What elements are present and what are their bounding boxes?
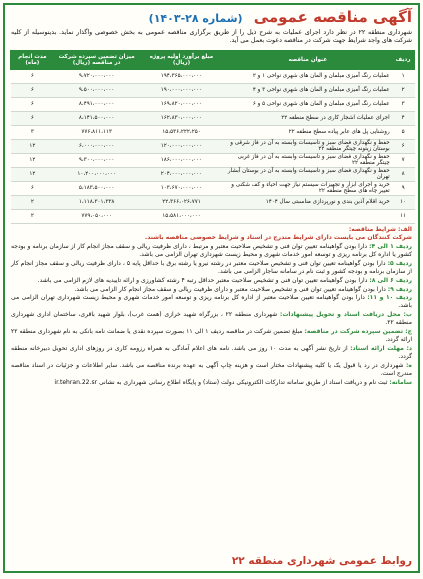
table-row (11, 195, 415, 209)
table-row (11, 83, 415, 97)
notice-footer (5, 553, 418, 571)
tender-title-cell: حفظ و نگهداری فضای سبز و تاسیسات وابسته به آن در بوستان آبشار تهران (224, 167, 392, 181)
col-row-number: ردیف (392, 50, 415, 69)
tender-title-cell: عملیات رنگ آمیزی مبلمان و المان های شهری نواحی ۱ و ۲ (224, 69, 392, 83)
tender-table-body (11, 69, 415, 223)
term-title: ردیف ۱ الی ۴: (369, 243, 412, 250)
tender-title-cell: حفظ و نگهداری فضای سبز و تاسیسات وابسته به آن در فاز شرقی و بوستان زیتونه چیتگر منطقه ۲۲ (224, 139, 392, 153)
term-paragraph (11, 311, 412, 327)
row-number-cell: ۱ (392, 69, 415, 83)
term-title: ه: (405, 361, 412, 369)
row-number-cell: ۱۰ (392, 195, 415, 209)
deposit-amount-cell: ۹،۳۰۰،۰۰۰،۰۰۰ (54, 153, 139, 167)
term-text: دارا بودن گواهینامه تعیین توان فنی و تشخیص صلاحیت معتبر حداقل رتبه ۴ رشته کشاورزی و ارائه تاییدیه های لازم الزامی می باشد. (37, 276, 368, 284)
col-tender-title: عنوان مناقصه (224, 50, 392, 69)
estimated-amount-cell: ۱۹۴،۳۶۵،۰۰۰،۰۰۰ (139, 69, 224, 83)
intro-text: شهرداری منطقه ۲۲ در نظر دارد اجرای عملیات به شرح ذیل را از طریق برگزاری مناقصه عمومی به بخش خصوصی واگذار نماید. بدینوسیله از کلیه شرکت های واجد شرایط جهت شرکت در مناقصه دعوت بعمل می آید. (11, 29, 412, 45)
deposit-amount-cell: ۷۷۶،۸۱۱،۱۱۳ (54, 125, 139, 139)
term-text: دارا بودن گواهینامه تعیین توان فنی و تشخیص صلاحیت معتبر و مرتبط ، دارای ظرفیت ریالی و سقف مجاز انجام کار از سازمان برنامه و بودجه کشور یا اداره کل برنامه ریزی و توسعه امور خدمات شهری و محیط زیست شهرداری تهران الزامی می باشد. (11, 243, 412, 259)
term-paragraph (11, 345, 412, 361)
term-title: ج: تضمین سپرده شرکت در مناقصه: (304, 328, 412, 336)
col-duration: مدت انجام (ماه) (11, 50, 55, 69)
col-deposit-amount: میزان تضمین سپرده شرکت در مناقصه (ریال) (54, 50, 139, 69)
estimated-amount-cell: ۱۵،۵۸۱،۰۰۰،۰۰۰ (139, 209, 224, 223)
deposit-amount-cell: ۹،۷۲۰،۰۰۰،۰۰۰ (54, 69, 139, 83)
term-title: سامانه: (389, 378, 412, 386)
term-paragraph (11, 286, 412, 294)
duration-cell: ۳ (11, 125, 55, 139)
term-text: دارا بودن گواهینامه تعیین صلاحیت معتبر از اداره کل برنامه ریزی و توسعه امور خدمات شهری و محیط زیست شهرداری تهران الزامی می باشد. (11, 294, 412, 310)
tender-table (10, 50, 415, 224)
table-row (11, 125, 415, 139)
table-row (11, 209, 415, 223)
term-text: ثبت نام و دریافت اسناد از طریق سامانه تدارکات الکترونیکی دولت (ستاد) و پایگاه اطلاع رسانی شهرداری به نشانی ir.tehran.22.sr (54, 378, 388, 386)
estimated-amount-cell: ۱۲۰،۰۰۰،۰۰۰،۰۰۰ (139, 139, 224, 153)
term-title: ردیف ۹: (387, 285, 412, 293)
term-paragraph (11, 226, 412, 234)
estimated-amount-cell: ۱۹۰،۰۰۰،۰۰۰،۰۰۰ (139, 83, 224, 97)
deposit-amount-cell: ۸،۴۹۱،۰۰۰،۰۰۰ (54, 97, 139, 111)
table-row (11, 97, 415, 111)
term-text: دارا بودن گواهینامه تعیین توان فنی و تشخیص صلاحیت معتبر و دارای ظرفیت ریالی و سقف مجاز انجام کار الزامی می باشد. (74, 285, 386, 293)
row-number-cell: ۵ (392, 125, 415, 139)
term-paragraph (11, 362, 412, 378)
tender-title-cell: روشنایی پل های عابر پیاده سطح منطقه ۲۲ (224, 125, 392, 139)
duration-cell: ۱۲ (11, 167, 55, 181)
table-row (11, 139, 415, 153)
table-row (11, 181, 415, 195)
col-estimated-amount: مبلغ برآورد اولیه پروژه (ریال) (139, 50, 224, 69)
term-paragraph (11, 234, 412, 242)
estimated-amount-cell: ۱۶۹،۸۲۰،۰۰۰،۰۰۰ (139, 97, 224, 111)
row-number-cell: ۹ (392, 181, 415, 195)
term-text: از تاریخ نشر آگهی به مدت ۱۰ روز می باشد. نامه های اعلام آمادگی به همراه رزومه کاری در روزهای اداری تحویل دبیرخانه منطقه گردد. (11, 344, 412, 361)
term-paragraph (11, 328, 412, 344)
term-paragraph (11, 294, 412, 310)
tender-title-cell: خرید اقلام آذین بندی و نورپردازی مناسبتی سال ۱۴۰۴ (224, 195, 392, 209)
notice-title: آگهی مناقصه عمومی (253, 8, 412, 26)
table-row (11, 153, 415, 167)
row-number-cell: ۴ (392, 111, 415, 125)
duration-cell: ۶ (11, 69, 55, 83)
duration-cell: ۶ (11, 181, 55, 195)
estimated-amount-cell: ۱۸۶،۰۰۰،۰۰۰،۰۰۰ (139, 153, 224, 167)
terms-section (5, 226, 418, 387)
duration-cell: ۱۲ (11, 139, 55, 153)
publisher-name: روابط عمومی شهرداری منطقه ۲۲ (231, 555, 412, 567)
deposit-amount-cell: ۵،۱۸۳،۵۰۰،۰۰۰ (54, 181, 139, 195)
term-paragraph (11, 243, 412, 259)
deposit-amount-cell: ۸،۱۴۱،۵۰۰،۰۰۰ (54, 111, 139, 125)
duration-cell: ۶ (11, 83, 55, 97)
notice-header (5, 5, 418, 29)
tender-notice (3, 3, 420, 573)
row-number-cell: ۶ (392, 139, 415, 153)
deposit-amount-cell: ۶،۰۰۰،۰۰۰،۰۰۰ (54, 139, 139, 153)
tender-title-cell (224, 209, 392, 223)
term-text: دارا بودن گواهینامه تعیین توان فنی و تشخیص صلاحیت معتبر در رشته نیرو یا رشته برق با حداقل پایه ۵ ، دارای ظرفیت ریالی و سقف مجاز انجام کار از سازمان برنامه و بودجه کشور و ثبت نام در سامانه ساجار الزامی می باشد. (11, 259, 412, 276)
row-number-cell: ۳ (392, 97, 415, 111)
row-number-cell: ۷ (392, 153, 415, 167)
term-text: مبلغ تضمین شرکت در مناقصه ردیف ۱ الی ۱۱ بصورت سپرده نقدی یا ضمانت نامه بانکی به نام شهرداری منطقه ۲۲ ارائه گردد. (11, 328, 412, 344)
duration-cell: ۶ (11, 111, 55, 125)
term-title: الف: شرایط مناقصه: (348, 225, 412, 233)
deposit-amount-cell: ۱،۱۱۸،۳۰۱،۳۳۸ (54, 195, 139, 209)
tender-title-cell: اجرای عملیات اشجار کاری در سطح منطقه ۲۲ (224, 111, 392, 125)
estimated-amount-cell: ۱۵،۵۳۶،۲۲۲،۲۵۰ (139, 125, 224, 139)
term-paragraph (11, 277, 412, 285)
duration-cell: ۲ (11, 209, 55, 223)
deposit-amount-cell: ۹،۵۰۰،۰۰۰،۰۰۰ (54, 83, 139, 97)
tender-title-cell: عملیات رنگ آمیزی مبلمان و المان های شهری نواحی ۵ و ۶ (224, 97, 392, 111)
term-title: ردیف ۵: (387, 259, 412, 267)
term-text: شهرداری منطقه ۲۲ ، بزرگراه شهید خرازی (همت غرب)، بلوار شهید باقری، ساختمان اداری شهرداری منطقه ۲۲. (11, 311, 412, 327)
notice-number: (شماره ۲۸-۱۴۰۳) (148, 12, 243, 25)
estimated-amount-cell: ۲۰۴،۰۰۰،۰۰۰،۰۰۰ (139, 167, 224, 181)
duration-cell: ۱۲ (11, 153, 55, 167)
estimated-amount-cell: ۲۲،۳۶۶،۰۲۶،۷۷۱ (139, 195, 224, 209)
term-paragraph (11, 379, 412, 387)
tender-title-cell: خرید و اجرای ابزار و تجهیزات سیستم نیاز جهت احیاء و کف شکنی و تغییر چاه های سطح منطقه ۲۲ (224, 181, 392, 195)
estimated-amount-cell: ۱۶۲،۸۳۰،۰۰۰،۰۰۰ (139, 111, 224, 125)
row-number-cell: ۲ (392, 83, 415, 97)
table-row (11, 111, 415, 125)
table-row (11, 167, 415, 181)
tender-title-cell: عملیات رنگ آمیزی مبلمان و المان های شهری نواحی ۳ و ۴ (224, 83, 392, 97)
row-number-cell: ۱۱ (392, 209, 415, 223)
term-title: د: مهلت ارائه اسناد: (350, 344, 412, 352)
term-title: ب: محل دریافت اسناد و تحویل پیشنهادات: (279, 311, 412, 319)
table-header-row (11, 50, 415, 69)
term-title: ردیف ۱۰ و ۱۱: (367, 294, 412, 302)
tender-title-cell: حفظ و نگهداری فضای سبز و تاسیسات وابسته به آن در فاز غربی چیتگر منطقه ۲۲ (224, 153, 392, 167)
duration-cell: ۲ (11, 195, 55, 209)
deposit-amount-cell: ۱۰،۲۰۰،۰۰۰،۰۰۰ (54, 167, 139, 181)
duration-cell: ۶ (11, 97, 55, 111)
deposit-amount-cell: ۷۷۹،۰۵۰،۰۰۰ (54, 209, 139, 223)
estimated-amount-cell: ۱۰۳،۶۷۰،۰۰۰،۰۰۰ (139, 181, 224, 195)
term-paragraph (11, 260, 412, 276)
row-number-cell: ۸ (392, 167, 415, 181)
table-row (11, 69, 415, 83)
term-title: ردیف ۶ الی ۸: (369, 276, 412, 284)
term-text: شهرداری در رد یا قبول یک یا کلیه پیشنهادات مختار است و هزینه چاپ آگهی به عهده برنده مناقصه می باشد. سایر اطلاعات و جزئیات در اسناد مناقصه مندرج است. (11, 361, 412, 378)
term-title: شرکت کنندگان می بایست دارای شرایط مندرج در اسناد و شرایط خصوصی مناقصه باشند. (144, 234, 412, 242)
